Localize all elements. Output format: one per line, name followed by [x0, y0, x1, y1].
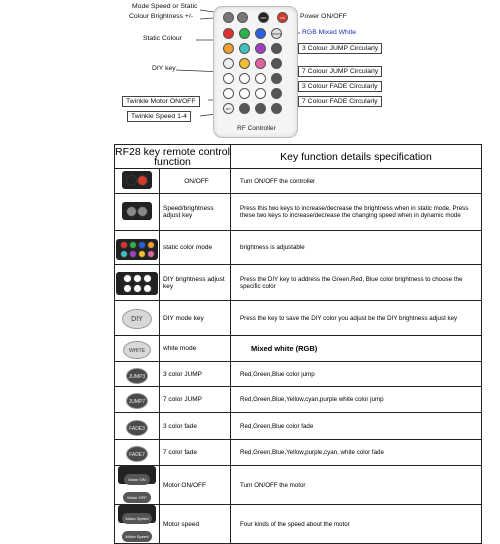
row-icon-cell — [115, 413, 160, 440]
blue-up-icon — [255, 73, 266, 84]
row-icon-cell — [115, 194, 160, 231]
motor-speed-label: Motor Speed — [122, 513, 153, 524]
row-desc: Red,Green,Blue,Yellow,cyan,purple white color jump — [231, 387, 482, 413]
row-name: Speed/brightness adjust key — [160, 194, 231, 231]
ann-diy-key: DIY key — [152, 65, 176, 72]
table-row — [115, 301, 482, 336]
table-row — [115, 265, 482, 301]
purple-icon — [255, 43, 266, 54]
blue-down-icon — [255, 88, 266, 99]
table-row — [115, 231, 482, 265]
jump3-icon — [271, 43, 282, 54]
table-row — [115, 505, 482, 544]
remote-label: RF Controller — [237, 125, 276, 132]
table-row — [115, 362, 482, 387]
yellow-icon — [223, 58, 234, 69]
off-button-icon: OFF — [258, 12, 269, 23]
ann-static-colour: Static Colour — [143, 35, 182, 42]
motor-speed-label: Motor Speed — [122, 531, 153, 542]
red-icon — [223, 28, 234, 39]
ann-twinkle-speed: Twinkle Speed 1-4 — [127, 111, 191, 122]
table-row — [115, 169, 482, 194]
row-icon-cell — [115, 231, 160, 265]
row-icon-cell — [115, 466, 160, 505]
white-icon: WHITE — [271, 28, 282, 39]
row-name: 3 color JUMP — [160, 362, 231, 387]
ann-fade7: 7 Colour FADE Circularly — [298, 96, 382, 107]
table-row — [115, 466, 482, 505]
ann-colour-brightness: Colour Brightness +/- — [129, 13, 194, 20]
row-desc: Press this two keys to increase/decrease the brightness when in static mode, Press these two keys to increase/decrease the changing speed when in dynamic mode — [231, 194, 482, 231]
row-name: Motor speed — [160, 505, 231, 544]
yellow2-icon — [239, 58, 250, 69]
speed-down-icon — [223, 12, 234, 23]
ann-twinkle-motor: Twinkle Motor ON/OFF — [122, 96, 200, 107]
row-icon-cell — [115, 301, 160, 336]
jump7-icon — [271, 58, 282, 69]
header-left: RF28 key remote control function — [115, 145, 230, 168]
rf-remote-controller — [213, 6, 298, 138]
white-mode-icon: WHITE — [123, 341, 151, 359]
fade7-icon: FADE7 — [126, 446, 148, 462]
table-row — [115, 413, 482, 440]
row-name: 7 color fade — [160, 440, 231, 466]
row-icon-cell — [115, 336, 160, 362]
red-down-icon — [223, 88, 234, 99]
motor-speed-icon — [271, 103, 282, 114]
jump7-icon: JUMP7 — [126, 393, 148, 409]
row-desc: Four kinds of the speed about the motor — [231, 505, 482, 544]
cyan-icon — [239, 43, 250, 54]
motor-speed-icon — [118, 505, 156, 539]
green-down-icon — [239, 88, 250, 99]
motor-off-label: Motor OFF — [123, 492, 150, 503]
ann-jump3: 3 Colour JUMP Circularly — [298, 43, 382, 54]
pink-icon — [255, 58, 266, 69]
row-name: ON/OFF — [160, 169, 231, 194]
speed-brightness-icon — [122, 202, 152, 220]
row-name: DIY brightness adjust key — [160, 265, 231, 301]
function-table — [114, 144, 482, 544]
ann-jump7: 7 Colour JUMP Circularly — [298, 66, 382, 77]
motor-on-icon — [239, 103, 250, 114]
motor-on-label: Motor ON — [124, 474, 149, 485]
table-row — [115, 336, 482, 362]
table-row — [115, 387, 482, 413]
ann-fade3: 3 Colour FADE Circularly — [298, 81, 382, 92]
red-up-icon — [223, 73, 234, 84]
ann-power: Power ON/OFF — [300, 13, 347, 20]
diy-icon: DIY — [223, 103, 234, 114]
table-header — [115, 145, 482, 169]
row-name: DIY mode key — [160, 301, 231, 336]
row-name: Motor ON/OFF — [160, 466, 231, 505]
fade3-icon — [271, 73, 282, 84]
row-name: 7 color JUMP — [160, 387, 231, 413]
table-row — [115, 194, 482, 231]
row-name: white mode — [160, 336, 231, 362]
row-desc: Mixed white (RGB) — [231, 336, 482, 362]
remote-diagram — [0, 0, 500, 143]
motor-on-off-icon — [118, 466, 156, 500]
row-name: static color mode — [160, 231, 231, 265]
row-desc: Red,Green,Blue color jump — [231, 362, 482, 387]
row-desc: Red,Green,Blue,Yellow,purple,cyan, white color fade — [231, 440, 482, 466]
row-icon-cell — [115, 505, 160, 544]
green-up-icon — [239, 73, 250, 84]
ann-rgb-white: RGB Mixed White — [302, 29, 357, 36]
speed-up-icon — [237, 12, 248, 23]
row-desc: Turn ON/OFF the controller — [231, 169, 482, 194]
blue-icon — [255, 28, 266, 39]
row-desc: Press the key to save the DIY color you adjust be the DIY brightness adjust key — [231, 301, 482, 336]
fade7-icon — [271, 88, 282, 99]
orange-icon — [223, 43, 234, 54]
diy-mode-icon: DIY — [122, 309, 152, 329]
row-desc: Red,Green,Blue color fade — [231, 413, 482, 440]
jump3-icon: JUMP3 — [126, 368, 148, 384]
row-desc: Turn ON/OFF the motor — [231, 466, 482, 505]
row-icon-cell — [115, 387, 160, 413]
green-icon — [239, 28, 250, 39]
fade3-icon: FADE3 — [126, 420, 148, 436]
row-desc: Press the DIY key to address the Green,Red, Blue color brightness to choose the specific color — [231, 265, 482, 301]
row-name: 3 color fade — [160, 413, 231, 440]
motor-off-icon — [255, 103, 266, 114]
row-icon-cell — [115, 440, 160, 466]
table-row — [115, 440, 482, 466]
on-off-icon — [122, 171, 152, 189]
header-right: Key function details specification — [231, 145, 482, 169]
row-icon-cell — [115, 169, 160, 194]
static-color-icon — [116, 239, 158, 260]
row-icon-cell — [115, 265, 160, 301]
row-icon-cell — [115, 362, 160, 387]
row-desc: brightness is adjustable — [231, 231, 482, 265]
on-button-icon: ON — [277, 12, 288, 23]
diy-brightness-icon — [116, 272, 158, 295]
ann-mode-speed: Mode Speed or Static — [132, 3, 198, 10]
